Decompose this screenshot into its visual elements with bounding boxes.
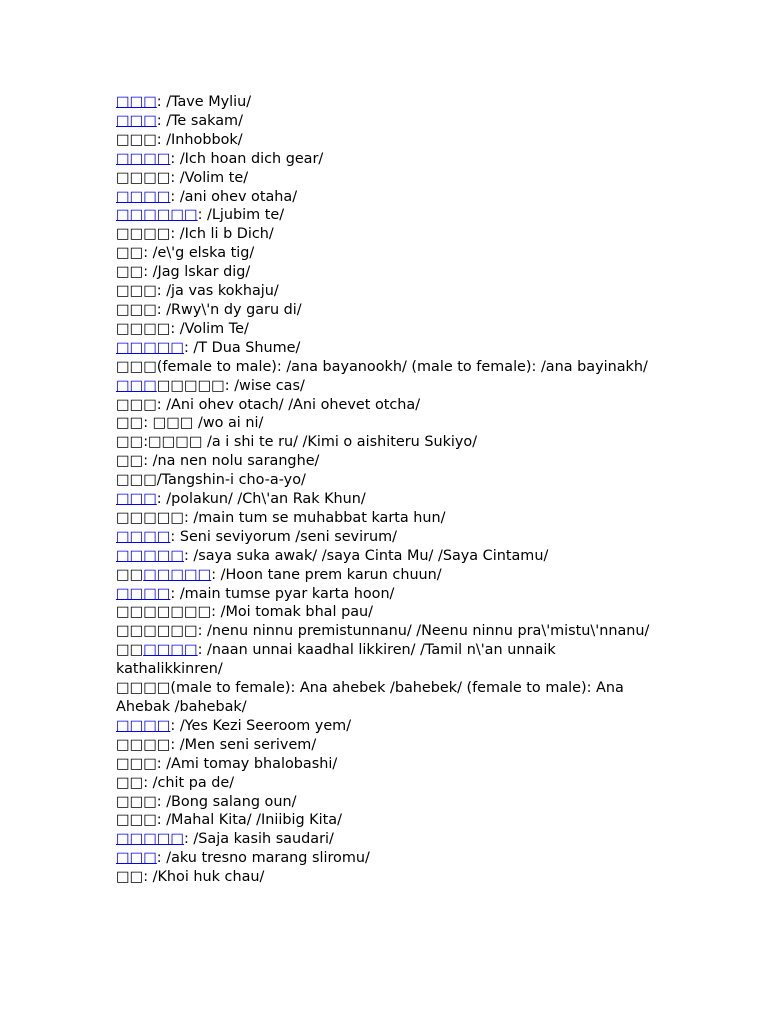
line-text: □□□□: /Ich li b Dich/ (116, 226, 274, 243)
language-link[interactable]: □□□□ (143, 642, 198, 659)
language-link[interactable]: □□□□ (116, 188, 171, 205)
line-text: : /Te sakam/ (156, 112, 243, 129)
line-text: □□: □□□ /wo ai ni/ (116, 415, 264, 432)
line-text: □□: /Khoi huk chau/ (116, 869, 265, 886)
text-line (116, 811, 656, 830)
line-text: □□ (116, 566, 144, 583)
line-text: : /polakun/ /Ch\'an Rak Khun/ (156, 491, 366, 508)
line-text: □□□: /Ani ohev otach/ /Ani ohevet otcha/ (116, 396, 421, 413)
line-text: : /Tave Myliu/ (156, 94, 252, 110)
text-line (116, 301, 656, 320)
language-link[interactable]: □□□ (116, 377, 157, 394)
line-text: □□□□: /Volim Te/ (116, 320, 249, 337)
text-line (116, 320, 656, 339)
line-text: : /Saja kasih saudari/ (183, 831, 334, 848)
text-line (116, 849, 656, 868)
line-text: : /T Dua Shume/ (183, 339, 301, 356)
line-text: □□□/Tangshin-i cho-a-yo/ (116, 472, 306, 489)
text-line (116, 490, 656, 509)
text-line (116, 793, 656, 812)
language-link[interactable]: □□□□□ (116, 831, 184, 848)
text-line (116, 622, 656, 641)
line-text: □□□□: /Volim te/ (116, 169, 249, 186)
text-line (116, 755, 656, 774)
text-line (116, 358, 656, 377)
line-text: □□□: /Rwy\'n dy garu di/ (116, 301, 302, 318)
text-line (116, 263, 656, 282)
text-line (116, 868, 656, 887)
line-text: □□□: /Inhobbok/ (116, 131, 243, 148)
line-text: □□□: /Ami tomay bhalobashi/ (116, 755, 338, 772)
line-text: □□: /na nen nolu saranghe/ (116, 453, 320, 470)
line-text: □□□(female to male): /ana bayanookh/ (male to female): /ana bayinakh/ (116, 358, 648, 375)
line-text: □□□□(male to female): Ana ahebek /bahebek/ (female to male): Ana Ahebak /bahebak/ (116, 680, 624, 715)
text-line (116, 641, 656, 679)
text-line (116, 244, 656, 263)
text-line (116, 169, 656, 188)
line-text: □□□□□: /wise cas/ (156, 377, 305, 394)
text-line (116, 830, 656, 849)
line-text: □□□□□: /main tum se muhabbat karta hun/ (116, 509, 446, 526)
text-line (116, 736, 656, 755)
text-line (116, 774, 656, 793)
text-line (116, 112, 656, 131)
text-line (116, 188, 656, 207)
line-text: : /Ich hoan dich gear/ (170, 150, 324, 167)
text-line (116, 603, 656, 622)
text-line (116, 339, 656, 358)
line-text: □□: /e\'g elska tig/ (116, 245, 255, 262)
text-line (116, 377, 656, 396)
language-link[interactable]: □□□ (116, 94, 157, 110)
line-text: □□□: /Bong salang oun/ (116, 793, 297, 810)
line-text: : /Ljubim te/ (197, 207, 285, 224)
text-line (116, 566, 656, 585)
language-link[interactable]: □□□□□ (143, 566, 212, 583)
line-text: □□ (116, 642, 144, 659)
language-link[interactable]: □□□□□□ (116, 207, 198, 224)
text-line (116, 509, 656, 528)
text-line (116, 433, 656, 452)
language-link[interactable]: □□□□ (116, 717, 171, 734)
line-text: : Seni seviyorum /seni sevirum/ (170, 528, 397, 545)
line-text: : /main tumse pyar karta hoon/ (170, 585, 395, 602)
line-text: □□: /Jag lskar dig/ (116, 264, 251, 281)
line-text: □□□: /Mahal Kita/ /Iniibig Kita/ (116, 812, 342, 829)
language-link[interactable]: □□□□ (116, 585, 171, 602)
line-text: □□: /chit pa de/ (116, 774, 235, 791)
line-text: : /saya suka awak/ /saya Cinta Mu/ /Saya Cintamu/ (183, 547, 549, 564)
text-line (116, 679, 656, 717)
text-line (116, 282, 656, 301)
language-link[interactable]: □□□□□ (116, 547, 184, 564)
text-line (116, 225, 656, 244)
text-line (116, 93, 656, 112)
language-link[interactable]: □□□ (116, 850, 157, 867)
language-link[interactable]: □□□ (116, 112, 157, 129)
line-text: □□□: /ja vas kokhaju/ (116, 283, 279, 300)
document-body (116, 93, 656, 887)
line-text: : /ani ohev otaha/ (170, 188, 298, 205)
text-line (116, 206, 656, 225)
text-line (116, 452, 656, 471)
line-text: : /naan unnai kaadhal likkiren/ /Tamil n\'an unnaik kathalikkinren/ (116, 642, 556, 678)
line-text: □□□□□□□: /Moi tomak bhal pau/ (116, 604, 374, 621)
line-text: □□□□: /Men seni serivem/ (116, 736, 317, 753)
line-text: □□□□□□: /nenu ninnu premistunnanu/ /Neenu ninnu pra\'mistu\'nnanu/ (116, 623, 650, 640)
text-line (116, 150, 656, 169)
language-link[interactable]: □□□□ (116, 528, 171, 545)
text-line (116, 717, 656, 736)
text-line (116, 131, 656, 150)
line-text: □□:□□□□ /a i shi te ru/ /Kimi o aishiteru Sukiyo/ (116, 434, 478, 451)
text-line (116, 414, 656, 433)
line-text: : /Hoon tane prem karun chuun/ (211, 566, 442, 583)
line-text: : /aku tresno marang sliromu/ (156, 850, 370, 867)
language-link[interactable]: □□□□ (116, 150, 171, 167)
language-link[interactable]: □□□□□ (116, 339, 184, 356)
text-line (116, 471, 656, 490)
text-line (116, 547, 656, 566)
text-line (116, 528, 656, 547)
line-text: : /Yes Kezi Seeroom yem/ (170, 717, 352, 734)
text-line (116, 396, 656, 415)
text-line (116, 585, 656, 604)
language-link[interactable]: □□□ (116, 491, 157, 508)
